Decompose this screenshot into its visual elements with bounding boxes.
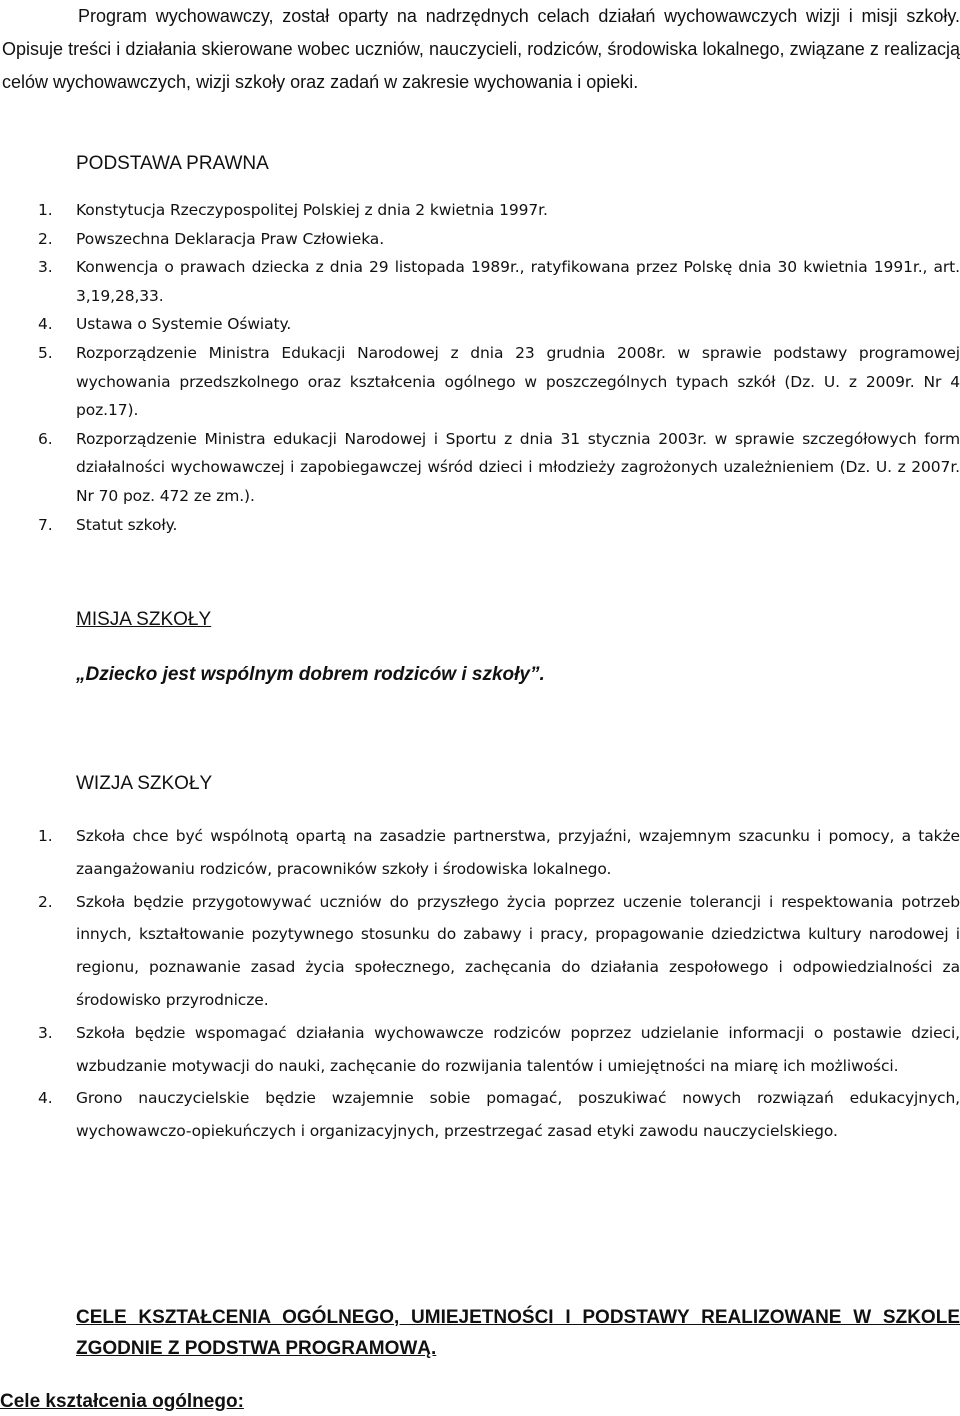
legal-basis-item-text: Konstytucja Rzeczypospolitej Polskiej z dnia 2 kwietnia 1997r. [76, 201, 548, 219]
vision-item-text: Szkoła będzie wspomagać działania wychowawcze rodziców poprzez udzielanie informacji o postawie dzieci, wzbudzanie motywacji do nauki, zachęcanie do rozwijania talentów i umiejętności na miarę ich możliwości. [76, 1023, 960, 1075]
list-number: 2. [38, 229, 53, 248]
general-education-goals-subheading: Cele kształcenia ogólnego: [0, 1391, 244, 1412]
mission-motto: „Dziecko jest wspólnym dobrem rodziców i szkoły”. [76, 664, 545, 685]
legal-basis-item-text: Rozporządzenie Ministra Edukacji Narodowej z dnia 23 grudnia 2008r. w sprawie podstawy programowej wychowania przedszkolnego oraz kształcenia ogólnego w poszczególnych typach szkół (Dz. U. z 2009r. Nr 4 poz.17). [76, 343, 960, 420]
legal-basis-item [38, 425, 960, 511]
general-education-goals-heading: CELE KSZTAŁCENIA OGÓLNEGO, UMIEJETNOŚCI I PODSTAWY REALIZOWANE W SZKOLE ZGODNIE Z PODSTWA PROGRAMOWĄ. [76, 1307, 960, 1359]
vision-heading: WIZJA SZKOŁY [76, 773, 213, 794]
legal-basis-item [38, 225, 960, 254]
vision-item [38, 820, 960, 886]
legal-basis-list [38, 196, 960, 539]
legal-basis-item [38, 253, 960, 310]
vision-list [38, 820, 960, 1148]
vision-item [38, 1017, 960, 1083]
list-number: 3. [38, 258, 53, 277]
intro-paragraph [2, 0, 960, 99]
legal-basis-item [38, 310, 960, 339]
list-number: 7. [38, 515, 53, 534]
list-number: 5. [38, 343, 53, 362]
list-number: 3. [38, 1023, 53, 1042]
legal-basis-item-text: Konwencja o prawach dziecka z dnia 29 listopada 1989r., ratyfikowana przez Polskę dnia 30 kwietnia 1991r., art. 3,19,28,33. [76, 258, 960, 305]
list-number: 4. [38, 1089, 53, 1108]
vision-item [38, 886, 960, 1017]
mission-heading: MISJA SZKOŁY [76, 609, 212, 630]
list-number: 1. [38, 827, 53, 845]
legal-basis-item-text: Statut szkoły. [76, 515, 178, 534]
legal-basis-item-text: Ustawa o Systemie Oświaty. [76, 315, 292, 334]
list-number: 2. [38, 892, 53, 911]
list-number: 4. [38, 315, 53, 334]
legal-basis-item [38, 339, 960, 425]
legal-basis-item-text: Powszechna Deklaracja Praw Człowieka. [76, 229, 385, 248]
vision-item-text: Szkoła będzie przygotowywać uczniów do przyszłego życia poprzez uczenie tolerancji i respektowania potrzeb innych, kształtowanie pozytywnego stosunku do zabawy i pracy, propagowanie dziedzictwa kultury narodowej i regionu, poznawanie zasad życia społecznego, zachęcania do działania zespołowego i odpowiedzialności za środowisko przyrodnicze. [76, 892, 960, 1009]
legal-basis-heading: PODSTAWA PRAWNA [76, 153, 269, 174]
list-number: 6. [38, 429, 53, 448]
vision-item [38, 1082, 960, 1148]
vision-item-text: Szkoła chce być wspólnotą opartą na zasadzie partnerstwa, przyjaźni, wzajemnym szacunku i pomocy, a także zaangażowaniu rodziców, pracowników szkoły i środowiska lokalnego. [76, 827, 960, 878]
legal-basis-item-text: Rozporządzenie Ministra edukacji Narodowej i Sportu z dnia 31 stycznia 2003r. w sprawie szczegółowych form działalności wychowawczej i zapobiegawczej wśród dzieci i młodzieży zagrożonych uzależnieniem (Dz. U. z 2007r. Nr 70 poz. 472 ze zm.). [76, 429, 960, 505]
vision-item-text: Grono nauczycielskie będzie wzajemnie sobie pomagać, poszukiwać nowych rozwiązań edukacyjnych, wychowawczo-opiekuńczych i organizacyjnych, przestrzegać zasad etyki zawodu nauczycielskiego. [76, 1089, 960, 1141]
list-number: 1. [38, 201, 53, 219]
legal-basis-item [38, 511, 960, 540]
intro-text: Program wychowawczy, został oparty na nadrzędnych celach działań wychowawczych wizji i misji szkoły. Opisuje treści i działania skierowane wobec uczniów, nauczycieli, rodziców, środowiska lokalnego, związane z realizacją celów wychowawczych, wizji szkoły oraz zadań w zakresie wychowania i opieki. [2, 6, 960, 92]
legal-basis-item [38, 196, 960, 225]
